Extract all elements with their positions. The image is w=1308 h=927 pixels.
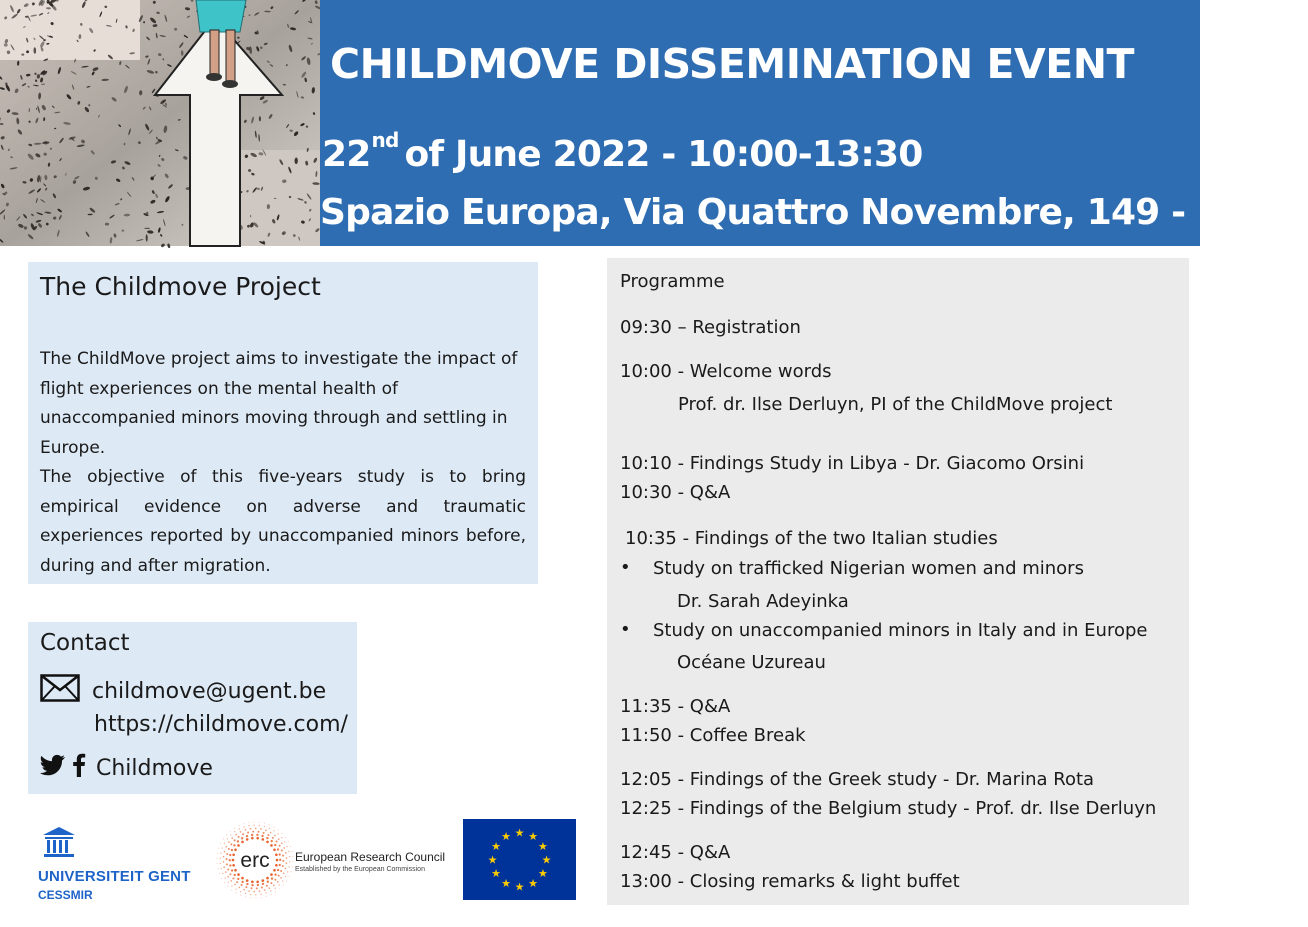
eu-star-icon: ★ [491, 840, 502, 853]
contact-box [28, 622, 357, 794]
eu-stars-icon [463, 819, 576, 900]
date-rest: of June 2022 - 10:00-13:30 [404, 134, 923, 175]
programme-welcome-speaker: Prof. dr. Ilse Derluyn, PI of the ChildMove project [678, 394, 1113, 415]
event-venue: Spazio Europa, Via Quattro Novembre, 149 - Rome [320, 192, 1308, 233]
event-date [322, 128, 923, 175]
contact-social-handle[interactable]: Childmove [96, 755, 213, 781]
eu-star-icon: ★ [528, 830, 538, 844]
eu-star-icon: ★ [541, 853, 552, 867]
project-heading: The Childmove Project [40, 272, 321, 301]
eu-star-icon: ★ [487, 853, 498, 867]
programme-coffee: 11:50 - Coffee Break [620, 725, 806, 746]
envelope-icon [40, 674, 80, 708]
contact-website-link[interactable]: https://childmove.com/ [94, 712, 348, 737]
programme-closing: 13:00 - Closing remarks & light buffet [620, 871, 960, 892]
eu-star-icon: ★ [501, 876, 511, 890]
date-suffix: nd [371, 128, 399, 152]
date-day: 22 [322, 134, 371, 175]
header-banner [320, 0, 1308, 246]
contact-social-row[interactable] [40, 753, 213, 783]
programme-qa-3: 12:45 - Q&A [620, 842, 731, 863]
erc-name: European Research Council [295, 850, 446, 864]
eu-star-icon: ★ [501, 830, 511, 844]
eu-star-icon: ★ [491, 867, 502, 880]
programme-greek: 12:05 - Findings of the Greek study - Dr. Marina Rota [620, 769, 1095, 790]
programme-qa-1: 10:30 - Q&A [620, 482, 731, 503]
project-paragraph-1: The ChildMove project aims to investigate the impact of flight experiences on the mental health of unaccompanied minors moving through and settling in Europe. [40, 349, 518, 458]
contact-email-link[interactable]: childmove@ugent.be [92, 678, 327, 704]
eu-star-icon: ★ [514, 826, 525, 840]
ugent-sub: CESSMIR [38, 888, 93, 902]
programme-libya: 10:10 - Findings Study in Libya - Dr. Giacomo Orsini [620, 453, 1085, 474]
programme-registration: 09:30 – Registration [620, 317, 801, 338]
ugent-logo [38, 826, 191, 916]
programme-belgium: 12:25 - Findings of the Belgium study - Prof. dr. Ilse Derluyn [620, 798, 1157, 819]
programme-welcome: 10:00 - Welcome words [620, 361, 832, 382]
contact-email-row[interactable] [40, 674, 326, 708]
programme-italian: 10:35 - Findings of the two Italian studies [625, 528, 998, 549]
eu-star-icon: ★ [537, 840, 548, 853]
erc-dots-icon [215, 820, 295, 900]
contact-heading: Contact [40, 630, 130, 656]
ugent-building-icon [42, 826, 76, 860]
project-box [28, 262, 538, 584]
project-paragraph-2: The objective of this five-years study is to bring empirical evidence on adverse and traumatic experiences reported by unaccompanied minors before, during and after migration. [40, 467, 526, 576]
programme-italian-speaker-1: Dr. Sarah Adeyinka [677, 591, 849, 612]
event-title: CHILDMOVE DISSEMINATION EVENT [330, 40, 1134, 88]
eu-star-icon: ★ [528, 876, 538, 890]
ugent-name: UNIVERSITEIT GENT [38, 868, 191, 885]
twitter-icon[interactable] [40, 754, 66, 782]
erc-sub: Established by the European Commission [295, 866, 425, 873]
eu-star-icon: ★ [514, 880, 525, 894]
contact-website-row[interactable] [94, 712, 348, 737]
programme-box [607, 258, 1189, 905]
programme-italian-study-2: Study on unaccompanied minors in Italy and in Europe [653, 620, 1148, 641]
bullet-point: • [620, 619, 631, 640]
programme-qa-2: 11:35 - Q&A [620, 696, 731, 717]
programme-italian-study-1: Study on trafficked Nigerian women and minors [653, 558, 1084, 579]
road-arrow-illustration [0, 0, 320, 246]
header-photo [0, 0, 320, 246]
erc-logo [215, 820, 446, 900]
eu-star-icon: ★ [537, 867, 548, 880]
facebook-icon[interactable] [72, 753, 86, 783]
eu-flag [463, 819, 576, 900]
programme-italian-speaker-2: Océane Uzureau [677, 652, 826, 673]
programme-heading: Programme [620, 271, 725, 292]
erc-abbr: erc [240, 849, 270, 872]
bullet-point: • [620, 557, 631, 578]
